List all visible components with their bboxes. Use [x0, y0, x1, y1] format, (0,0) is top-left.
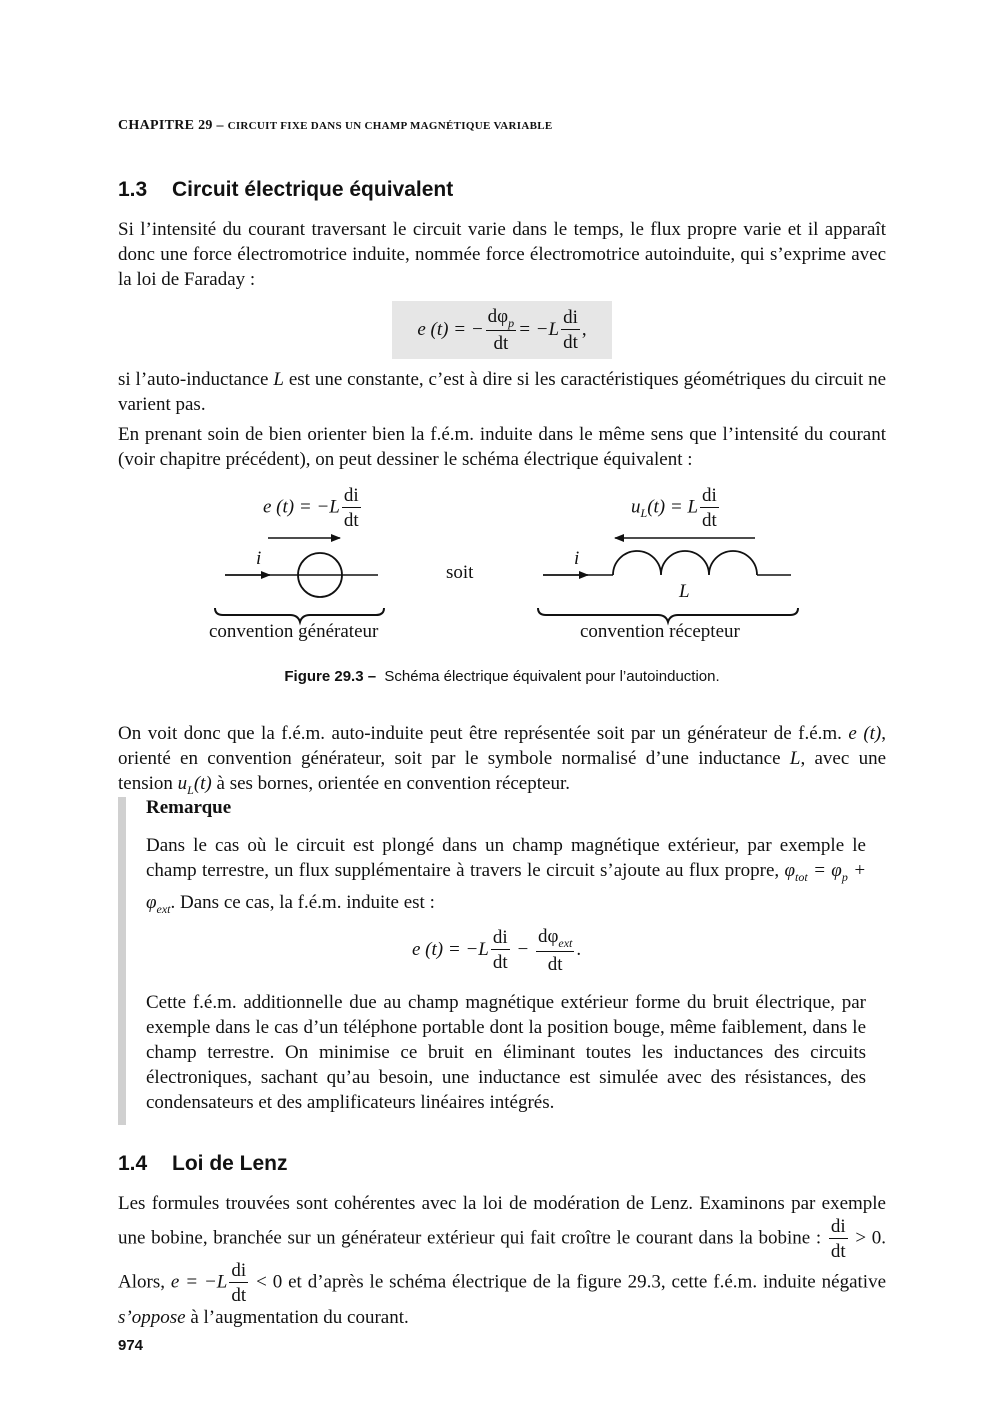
- eq2-num2: dφ: [537, 926, 559, 947]
- running-head: [118, 118, 553, 134]
- section-number: 1.3: [118, 178, 148, 201]
- fig-right-den: dt: [702, 510, 717, 531]
- lenz-a: Les formules trouvées sont cohérentes avec la loi de modération de Lenz. Examinons par exemple une bobine, branchée sur un générateur extérieur qui fait croître le courant dans la bobine :: [118, 1193, 886, 1249]
- caption-receptor-convention: convention récepteur: [580, 621, 740, 642]
- lenz-e: e = −L: [170, 1271, 228, 1293]
- phi-ext-sub: ext: [156, 901, 171, 916]
- fig-left-eq-lhs: e (t) = −L: [263, 496, 340, 518]
- eq1-frac-phi: [486, 307, 516, 354]
- figure-caption-label: Figure 29.3 –: [284, 668, 377, 685]
- eq1-lhs: e (t) = −: [417, 319, 484, 340]
- fig-right-eq-sub: L: [640, 506, 648, 521]
- figure-29-3: [118, 480, 886, 650]
- eq2-den2: dt: [547, 953, 563, 975]
- eq1-num2: di: [563, 307, 578, 328]
- running-head-title: CIRCUIT FIXE DANS UN CHAMP MAGNÉTIQUE VARIABLE: [227, 120, 553, 132]
- para4-u-sub: L: [187, 782, 194, 797]
- brace-right: [538, 608, 798, 622]
- eq1-frac-i: [561, 308, 580, 352]
- remark-title: Remarque: [146, 797, 232, 818]
- running-head-chapter: CHAPITRE 29 –: [118, 118, 224, 133]
- phi-tot-sub: tot: [795, 869, 808, 884]
- paragraph-1: Si l’intensité du courant traversant le circuit varie dans le temps, le flux propre varie et il apparaît donc une force électromotrice induite, nommée force électromotrice autoinduite, qui s’exprime avec la loi de Faraday :: [118, 219, 886, 290]
- fig-right-eq-mid: (t) = L: [647, 496, 699, 518]
- phi-eq: = φ: [813, 860, 842, 881]
- section-heading-1-4: [118, 1152, 288, 1176]
- remark-paragraph-2: Cette f.é.m. additionnelle due au champ magnétique extérieur forme du bruit électrique, par exemple dans le cas d’un téléphone portable dont la position bouge, même faiblement, dans le champ terrestre. On minimise ce bruit en éliminant toutes les inductances des circuits électroniques, sachant qu’au besoin, une inductance est simulée avec des résistances, des condensateurs et des amplificateurs linéaires intégrés.: [146, 992, 866, 1113]
- lenz-c: < 0 et d’après le schéma électrique de la figure 29.3, cette f.é.m. induite négative: [256, 1271, 887, 1293]
- figure-right-equation: [631, 486, 721, 530]
- eq1-mid: = −L: [518, 319, 560, 340]
- eq1-num1-sub: p: [508, 315, 515, 330]
- para2-L: L: [273, 369, 284, 390]
- section-title-1-4: Loi de Lenz: [172, 1152, 288, 1175]
- lenz-f2-num: di: [231, 1260, 247, 1281]
- eq2-frac-phi: [536, 927, 574, 974]
- current-label-left: i: [256, 548, 262, 569]
- figure-caption: [118, 668, 886, 685]
- lenz-d: à l’augmentation du courant.: [190, 1307, 409, 1328]
- fig-left-den: dt: [343, 510, 359, 531]
- eq2-minus: −: [516, 938, 530, 960]
- para4-b: , orienté en convention générateur, soit par le symbole normalisé d’une inductance: [118, 723, 887, 769]
- remark-paragraph-1: [146, 833, 866, 922]
- brace-left: [215, 608, 384, 622]
- current-label-right: i: [574, 548, 580, 569]
- eq1-den1: dt: [493, 333, 509, 355]
- figure-caption-text: Schéma électrique équivalent pour l’autoinduction.: [384, 668, 720, 685]
- phi-p-sub: p: [841, 869, 848, 884]
- caption-generator-convention: convention générateur: [209, 621, 379, 642]
- paragraph-lenz: [118, 1191, 886, 1331]
- figure-middle-word: soit: [446, 562, 474, 583]
- remark-box: [118, 797, 886, 1125]
- eq2-num2-sub: ext: [558, 935, 573, 950]
- para2-a: si l’auto-inductance: [118, 369, 269, 390]
- equation-self-induction: [392, 301, 612, 359]
- para4-d: à ses bornes, orientée en convention récepteur.: [216, 773, 570, 794]
- inductor-coil: [613, 551, 757, 575]
- figure-left-equation: [263, 486, 363, 530]
- para4-c: , avec une tension: [118, 748, 887, 794]
- para2-b: est une constante, c’est à dire si les caractéristiques géométriques du circuit ne varient pas.: [118, 369, 887, 415]
- lenz-frac-1: [829, 1217, 848, 1261]
- fig-left-num: di: [343, 485, 359, 506]
- section-title: Circuit électrique équivalent: [172, 178, 454, 201]
- para4-u: u: [177, 773, 188, 794]
- fig-left-frac: [342, 486, 361, 530]
- eq2-num1: di: [492, 927, 508, 949]
- equation-external-flux: [412, 927, 581, 974]
- para4-u-t: (t): [193, 773, 212, 794]
- page-number: 974: [118, 1337, 144, 1354]
- paragraph-4: [118, 721, 886, 803]
- lenz-f1-den: dt: [830, 1241, 846, 1262]
- remark-p1-a: Dans le cas où le circuit est plongé dans un champ magnétique extérieur, par exemple le champ terrestre, un flux supplémentaire à travers le circuit s’ajoute au flux propre,: [146, 835, 866, 881]
- eq1-num1: dφ: [487, 305, 509, 327]
- lenz-oppose: s’oppose: [118, 1307, 186, 1328]
- phi-plus: + φ: [146, 860, 867, 913]
- remark-p1-b: . Dans ce cas, la f.é.m. induite est :: [170, 891, 435, 913]
- section-number-1-4: 1.4: [118, 1152, 148, 1175]
- section-heading-1-3: [118, 178, 453, 202]
- paragraph-2: [118, 367, 886, 417]
- para4-a: On voit donc que la f.é.m. auto-induite peut être représentée soit par un générateur de f.é.m.: [118, 723, 842, 744]
- lenz-frac-2: [229, 1261, 248, 1305]
- para4-L: L: [789, 748, 801, 769]
- eq1-den2: dt: [563, 332, 578, 353]
- lenz-b: > 0. Alors,: [118, 1227, 887, 1293]
- lenz-f2-den: dt: [231, 1285, 247, 1306]
- phi-tot: φ: [784, 860, 796, 881]
- eq2-frac-i: [491, 928, 510, 972]
- eq2-lhs: e (t) = −L: [412, 938, 489, 960]
- eq1-end: ,: [581, 319, 587, 340]
- eq2-den1: dt: [492, 952, 508, 974]
- fig-right-num: di: [702, 485, 717, 506]
- eq2-end: .: [576, 938, 582, 960]
- fig-right-eq-u: u: [631, 496, 641, 518]
- paragraph-3: En prenant soin de bien orienter bien la f.é.m. induite dans le même sens que l’intensité du courant (voir chapitre précédent), on peut dessiner le schéma électrique équivalent :: [118, 424, 886, 470]
- remark-bar: [118, 797, 126, 1125]
- para4-e: e (t): [848, 723, 882, 744]
- fig-right-frac: [700, 486, 719, 530]
- inductor-label: L: [679, 581, 690, 602]
- lenz-f1-num: di: [830, 1216, 846, 1237]
